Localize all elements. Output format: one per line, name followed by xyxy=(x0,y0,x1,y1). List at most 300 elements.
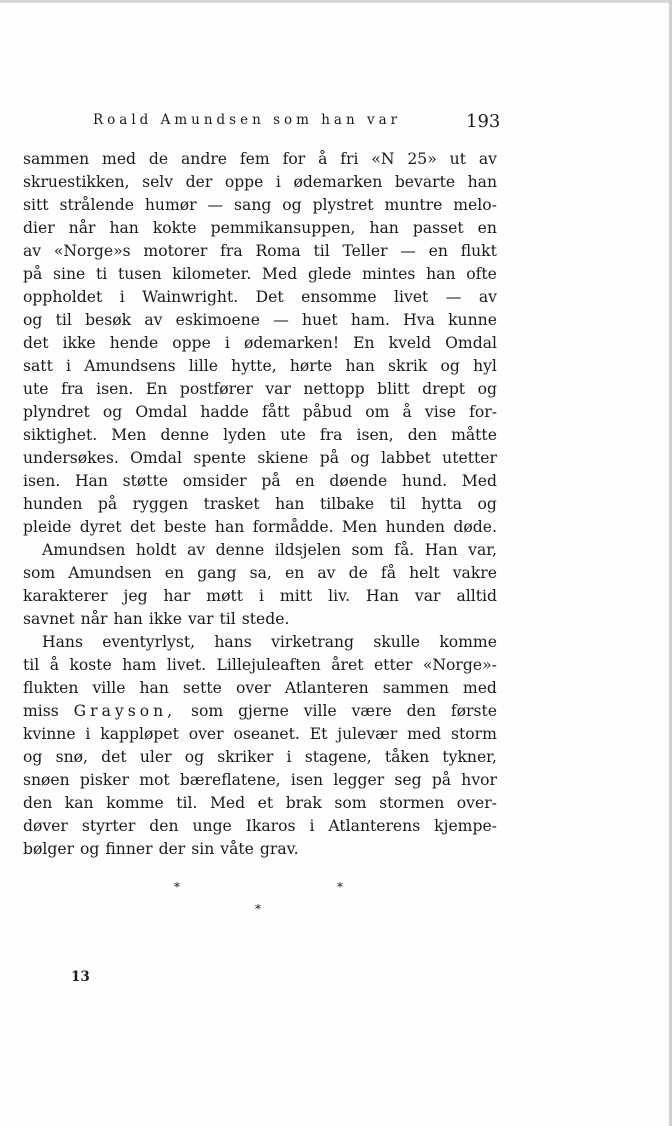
word: til xyxy=(313,242,330,260)
word: når xyxy=(68,219,96,237)
word: selv xyxy=(142,173,174,191)
word: flukt xyxy=(460,242,497,260)
word: omsider xyxy=(182,472,247,490)
word: styrter xyxy=(81,817,136,835)
word: sammen xyxy=(382,679,449,697)
word: Lillejuleaften xyxy=(216,656,321,674)
word: har xyxy=(163,587,191,605)
word: og xyxy=(282,196,302,214)
word: av xyxy=(187,541,206,559)
word: trasket xyxy=(203,495,260,513)
word: på xyxy=(431,771,452,789)
word: ville xyxy=(92,679,126,697)
word: og xyxy=(23,748,43,766)
word: Med xyxy=(209,794,246,812)
word: ensomme xyxy=(301,288,377,306)
word: av xyxy=(23,242,42,260)
word: drept xyxy=(422,380,466,398)
word: fri xyxy=(340,150,359,168)
word: alltid xyxy=(456,587,497,605)
word: som xyxy=(351,541,384,559)
text-line xyxy=(23,194,497,217)
text-line xyxy=(23,815,497,838)
word: Amundsens xyxy=(84,357,176,375)
word: plyndret xyxy=(23,403,90,421)
word: tilbake xyxy=(319,495,375,513)
word: livet. xyxy=(166,656,207,674)
word: våte xyxy=(220,840,254,858)
text-line xyxy=(23,493,497,516)
word: hadde xyxy=(200,403,249,421)
word: sette xyxy=(182,679,222,697)
text-line xyxy=(23,677,497,700)
word: og xyxy=(350,449,370,467)
text-line xyxy=(23,286,497,309)
word: Det xyxy=(255,288,284,306)
word: ute xyxy=(23,380,49,398)
word: mitt xyxy=(279,587,313,605)
word: Wainwright. xyxy=(142,288,239,306)
word: skruestikken, xyxy=(23,173,130,191)
text-line xyxy=(23,355,497,378)
text-line xyxy=(23,401,497,424)
word: isen. xyxy=(96,380,134,398)
word: beste xyxy=(163,518,207,536)
word: påbud xyxy=(302,403,353,421)
word: i xyxy=(258,587,264,605)
word: Amundsen xyxy=(42,541,126,559)
word: en xyxy=(428,242,448,260)
word: uler xyxy=(139,748,172,766)
word: blitt xyxy=(377,380,410,398)
word: være xyxy=(351,702,392,720)
word: Atlanterens xyxy=(328,817,421,835)
word: var xyxy=(187,610,214,628)
word: glede xyxy=(307,265,352,283)
word: ham. xyxy=(350,311,390,329)
word: tusen xyxy=(117,265,162,283)
text-line xyxy=(23,171,497,194)
word: sin xyxy=(191,840,215,858)
word: få. xyxy=(394,541,415,559)
word: karakterer xyxy=(23,587,108,605)
word: til xyxy=(219,610,236,628)
word: Atlanteren xyxy=(284,679,369,697)
word: undersøkes. xyxy=(23,449,119,467)
word: han xyxy=(345,357,375,375)
page-number: 193 xyxy=(466,111,501,132)
word: året xyxy=(331,656,364,674)
word: av xyxy=(144,311,163,329)
word: som xyxy=(23,564,56,582)
word: hund. xyxy=(402,472,448,490)
word: virketrang xyxy=(271,633,355,651)
word: Et xyxy=(309,725,328,743)
word: ikke xyxy=(62,334,96,352)
section-break-asterisk: * xyxy=(174,880,180,894)
word: det xyxy=(101,748,127,766)
word: den xyxy=(407,426,438,444)
word: der xyxy=(158,840,186,858)
word: en xyxy=(295,472,315,490)
text-line xyxy=(23,654,497,677)
word: i xyxy=(286,748,292,766)
word: den xyxy=(406,702,436,720)
text-line xyxy=(23,539,497,562)
text-line xyxy=(23,217,497,240)
printer-signature-mark: 13 xyxy=(71,969,90,985)
word: ildsjelen xyxy=(274,541,341,559)
word: — xyxy=(207,196,224,214)
text-line xyxy=(23,631,497,654)
word: oppholdet xyxy=(23,288,103,306)
word: kvinne xyxy=(23,725,76,743)
word: andre xyxy=(181,150,228,168)
word: fra xyxy=(319,426,343,444)
word: hende xyxy=(109,334,159,352)
word: Han xyxy=(366,587,399,605)
text-line xyxy=(23,516,497,539)
word: i xyxy=(224,334,230,352)
word: av xyxy=(478,150,497,168)
word: Ikaros xyxy=(245,817,296,835)
word: få xyxy=(380,564,396,582)
text-line xyxy=(23,746,497,769)
word: Grayson, xyxy=(73,702,177,720)
word: bevarte xyxy=(394,173,456,191)
word: Han xyxy=(74,472,108,490)
word: oppe xyxy=(224,173,264,191)
word: døver xyxy=(23,817,68,835)
word: han xyxy=(113,610,143,628)
word: flukten xyxy=(23,679,79,697)
word: i xyxy=(309,817,315,835)
word: En xyxy=(353,334,375,352)
word: Omdal xyxy=(130,449,182,467)
word: julevær xyxy=(337,725,398,743)
text-line xyxy=(23,240,497,263)
text-line xyxy=(23,700,497,723)
word: som xyxy=(334,794,367,812)
word: fått xyxy=(262,403,290,421)
word: Hva xyxy=(403,311,435,329)
word: spente xyxy=(193,449,247,467)
running-head: Roald Amundsen som han var xyxy=(93,112,402,128)
word: isen. xyxy=(23,472,61,490)
word: et xyxy=(257,794,274,812)
word: han xyxy=(369,219,399,237)
text-line xyxy=(23,447,497,470)
word: brak xyxy=(285,794,322,812)
word: Omdal xyxy=(135,403,188,421)
text-line xyxy=(23,792,497,815)
word: komme xyxy=(439,633,497,651)
word: ryggen xyxy=(132,495,189,513)
text-line xyxy=(23,424,497,447)
text-line xyxy=(23,470,497,493)
word: over xyxy=(188,725,224,743)
text-line xyxy=(23,562,497,585)
word: kokte xyxy=(152,219,197,237)
word: Amundsen xyxy=(68,564,152,582)
word: liv. xyxy=(328,587,351,605)
word: livet xyxy=(394,288,429,306)
section-break-asterisk: * xyxy=(255,902,261,916)
word: var xyxy=(265,380,291,398)
word: pisker xyxy=(79,771,130,789)
word: hytta xyxy=(421,495,463,513)
word: hvor xyxy=(461,771,497,789)
word: og xyxy=(477,380,497,398)
word: ute xyxy=(280,426,306,444)
word: melo- xyxy=(453,196,497,214)
word: isen, xyxy=(356,426,394,444)
word: hunden xyxy=(23,495,83,513)
word: skulle xyxy=(373,633,421,651)
word: huet xyxy=(302,311,338,329)
word: Med xyxy=(461,472,497,490)
word: dyret xyxy=(79,518,122,536)
word: hyl xyxy=(473,357,497,375)
word: en xyxy=(284,564,305,582)
word: skiene xyxy=(257,449,309,467)
word: «Norge»- xyxy=(422,656,497,674)
word: det xyxy=(129,518,156,536)
word: bæreflatene, xyxy=(179,771,281,789)
word: fra xyxy=(61,380,84,398)
text-line xyxy=(23,608,497,631)
word: helt xyxy=(409,564,440,582)
word: ville xyxy=(303,702,337,720)
word: ut xyxy=(449,150,466,168)
word: i xyxy=(119,288,125,306)
word: seg xyxy=(394,771,422,789)
word: fem xyxy=(239,150,270,168)
word: av xyxy=(317,564,336,582)
word: den xyxy=(23,794,53,812)
word: pleide xyxy=(23,518,72,536)
word: lille xyxy=(188,357,218,375)
word: koste xyxy=(69,656,112,674)
word: han xyxy=(426,265,456,283)
text-line xyxy=(23,309,497,332)
word: kveld xyxy=(388,334,432,352)
word: skriker xyxy=(217,748,274,766)
word: miss xyxy=(23,702,59,720)
text-line xyxy=(23,769,497,792)
word: Roma xyxy=(255,242,301,260)
word: og xyxy=(440,357,460,375)
text-line xyxy=(23,263,497,286)
word: unge xyxy=(192,817,232,835)
word: formådde. xyxy=(252,518,334,536)
word: siktighet. xyxy=(23,426,98,444)
word: vakre xyxy=(452,564,497,582)
text-line xyxy=(23,585,497,608)
word: plystret xyxy=(312,196,374,214)
word: møtt xyxy=(206,587,243,605)
word: i xyxy=(66,357,72,375)
word: nettopp xyxy=(303,380,365,398)
word: Omdal xyxy=(445,334,497,352)
word: ødemarken! xyxy=(243,334,340,352)
word: denne xyxy=(160,426,210,444)
word: En xyxy=(145,380,168,398)
word: på xyxy=(97,495,118,513)
word: tåken xyxy=(384,748,430,766)
word: hytte, xyxy=(231,357,277,375)
word: til. xyxy=(176,794,198,812)
word: denne xyxy=(215,541,265,559)
word: muntre xyxy=(384,196,443,214)
word: passet xyxy=(412,219,464,237)
word: og xyxy=(80,840,100,858)
word: over- xyxy=(456,794,497,812)
word: å xyxy=(402,403,412,421)
word: han xyxy=(109,219,139,237)
word: storm xyxy=(451,725,497,743)
word: med xyxy=(102,150,137,168)
word: var, xyxy=(468,541,497,559)
word: måtte xyxy=(451,426,497,444)
word: sang xyxy=(234,196,272,214)
word: om xyxy=(365,403,390,421)
word: en xyxy=(477,219,497,237)
word: «Norge»s xyxy=(53,242,131,260)
word: etter xyxy=(373,656,413,674)
word: han xyxy=(139,679,169,697)
word: snøen xyxy=(23,771,70,789)
word: ødemarken xyxy=(293,173,383,191)
word: oppe xyxy=(172,334,211,352)
word: satt xyxy=(23,357,53,375)
word: ofte xyxy=(466,265,497,283)
word: bølger xyxy=(23,840,75,858)
word: komme xyxy=(106,794,164,812)
word: med xyxy=(462,679,497,697)
word: hørte xyxy=(289,357,333,375)
word: eventyrlyst, xyxy=(102,633,196,651)
word: isen xyxy=(290,771,324,789)
word: motorer xyxy=(143,242,208,260)
word: — xyxy=(445,288,462,306)
word: for xyxy=(282,150,306,168)
word: og xyxy=(23,311,43,329)
word: humør xyxy=(144,196,197,214)
word: Med xyxy=(262,265,298,283)
word: ham xyxy=(122,656,157,674)
word: finner xyxy=(105,840,153,858)
word: på xyxy=(23,265,43,283)
word: Han xyxy=(424,541,458,559)
word: oseanet. xyxy=(233,725,300,743)
word: stede. xyxy=(241,610,290,628)
word: når xyxy=(80,610,108,628)
text-line xyxy=(23,838,497,861)
word: en xyxy=(164,564,185,582)
word: som xyxy=(190,702,224,720)
word: snø, xyxy=(55,748,88,766)
word: sine xyxy=(53,265,86,283)
word: og xyxy=(477,495,497,513)
word: fra xyxy=(220,242,243,260)
word: døende xyxy=(329,472,388,490)
text-line xyxy=(23,148,497,171)
word: kunne xyxy=(448,311,497,329)
word: og xyxy=(184,748,205,766)
word: mot xyxy=(139,771,170,789)
body-text xyxy=(23,148,497,861)
word: kan xyxy=(64,794,94,812)
word: og xyxy=(102,403,123,421)
word: av xyxy=(478,288,497,306)
word: grav. xyxy=(259,840,299,858)
word: for- xyxy=(469,403,497,421)
word: Men xyxy=(111,426,147,444)
word: lyden xyxy=(223,426,267,444)
word: med xyxy=(407,725,442,743)
word: var xyxy=(414,587,441,605)
word: — xyxy=(273,311,289,329)
word: å xyxy=(318,150,328,168)
section-break-asterisk: * xyxy=(337,880,343,894)
word: sa, xyxy=(249,564,272,582)
word: 25» xyxy=(407,150,437,168)
word: hans xyxy=(214,633,252,651)
word: mintes xyxy=(362,265,416,283)
word: dier xyxy=(23,219,55,237)
word: den xyxy=(149,817,179,835)
word: — xyxy=(400,242,416,260)
word: støtte xyxy=(122,472,169,490)
word: på xyxy=(319,449,339,467)
word: Teller xyxy=(342,242,388,260)
word: i xyxy=(85,725,91,743)
word: gang xyxy=(197,564,237,582)
word: ikke xyxy=(148,610,182,628)
word: «N xyxy=(371,150,395,168)
page-top-edge xyxy=(0,0,672,3)
word: stormen xyxy=(379,794,445,812)
word: på xyxy=(261,472,281,490)
word: sammen xyxy=(23,150,90,168)
word: stagene, xyxy=(304,748,372,766)
word: utetter xyxy=(442,449,497,467)
word: kappløpet xyxy=(100,725,179,743)
word: der xyxy=(185,173,213,191)
word: å xyxy=(49,656,59,674)
word: tykner, xyxy=(442,748,497,766)
word: holdt xyxy=(135,541,177,559)
word: han xyxy=(467,173,497,191)
word: han xyxy=(214,518,245,536)
word: første xyxy=(450,702,497,720)
word: Men xyxy=(341,518,378,536)
word: de xyxy=(348,564,368,582)
text-line xyxy=(23,332,497,355)
word: savnet xyxy=(23,610,75,628)
word: jeg xyxy=(123,587,148,605)
word: gjerne xyxy=(238,702,289,720)
word: til xyxy=(389,495,406,513)
word: postfører xyxy=(179,380,253,398)
word: i xyxy=(275,173,281,191)
word: eskimoene xyxy=(175,311,261,329)
word: Hans xyxy=(42,633,83,651)
text-line xyxy=(23,723,497,746)
word: vise xyxy=(424,403,456,421)
word: pemmikansuppen, xyxy=(210,219,356,237)
